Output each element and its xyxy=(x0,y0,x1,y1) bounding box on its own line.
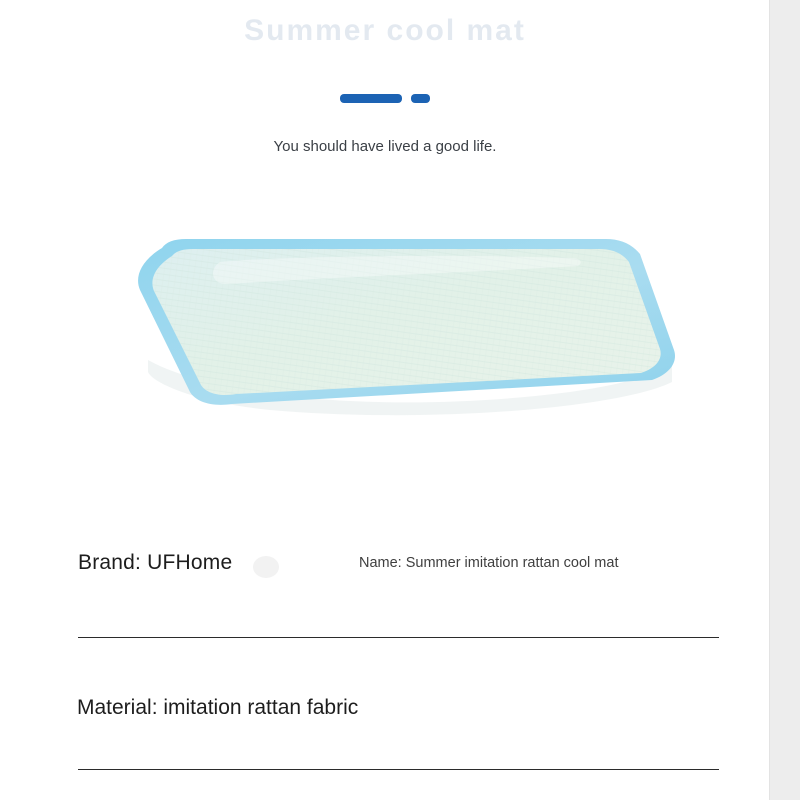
page-gutter xyxy=(769,0,800,800)
cool-mat-illustration xyxy=(100,232,680,412)
divider-line-1 xyxy=(78,637,719,638)
page-title: Summer cool mat xyxy=(244,14,526,47)
divider-line-2 xyxy=(78,769,719,770)
brand-watermark xyxy=(253,556,279,578)
tagline: You should have lived a good life. xyxy=(273,138,497,155)
divider xyxy=(0,94,770,103)
material-label: Material: imitation rattan fabric xyxy=(77,696,359,719)
cool-mat-svg xyxy=(100,232,680,422)
divider-dash-short xyxy=(411,94,430,103)
product-name-label: Name: Summer imitation rattan cool mat xyxy=(359,555,619,571)
brand-label: Brand: UFHome xyxy=(78,551,233,574)
divider-dash-long xyxy=(340,94,402,103)
product-image xyxy=(80,232,700,422)
